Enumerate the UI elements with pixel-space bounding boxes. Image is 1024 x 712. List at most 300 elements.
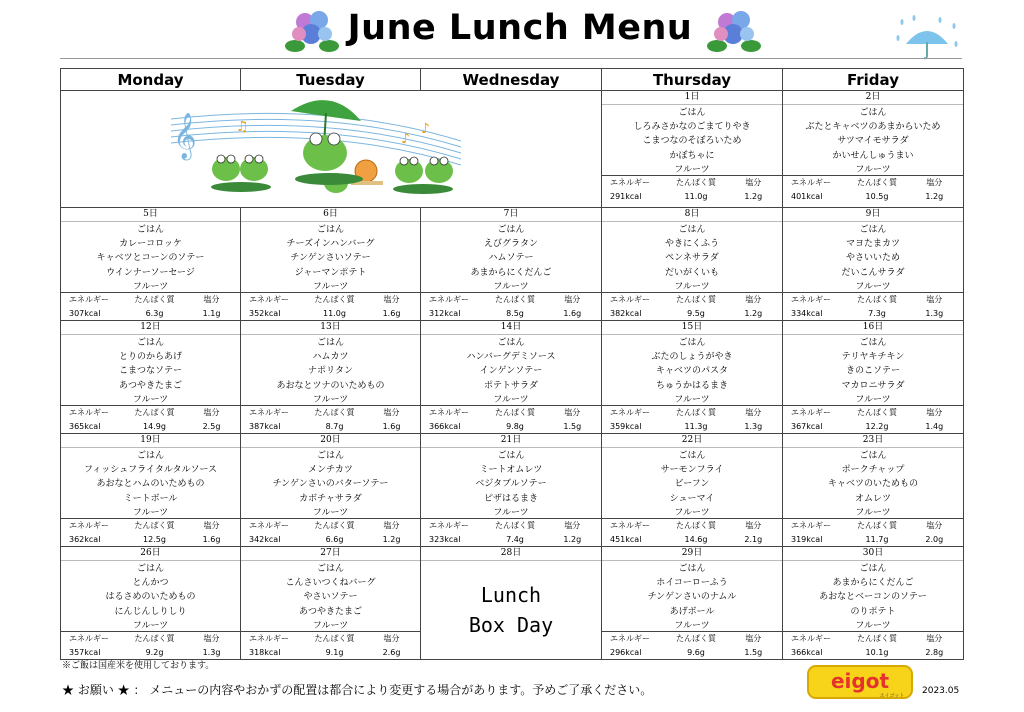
salt-label: 塩分 [564,521,581,531]
menu-item: あつやきたまご [118,380,182,391]
frog-chorus-illustration [61,91,601,203]
menu-item: えびグラタン [484,239,538,250]
salt-label: 塩分 [745,408,762,418]
protein-label: たんぱく質 [856,295,897,305]
menu-item: フルーツ [493,395,529,406]
protein-value: 9.1g [325,647,344,657]
nutrition-info [783,631,963,659]
energy-label: エネルギー [429,295,469,305]
menu-item: フルーツ [132,621,169,632]
protein-value: 9.8g [506,421,524,431]
menu-item: あげボール [669,606,715,617]
energy-value: 334kcal [791,308,823,318]
protein-value: 14.6g [684,534,708,544]
energy-label: エネルギー [791,295,831,305]
menu-calendar [60,68,964,660]
menu-list [61,222,240,295]
menu-item: フルーツ [132,508,169,519]
nutrition-info [421,405,601,433]
menu-item: ごはん [316,224,344,235]
menu-item: フルーツ [855,508,891,519]
nutrition-info [602,405,782,433]
salt-value: 1.6g [382,308,401,318]
menu-item: フルーツ [674,508,710,519]
day-header-wednesday: Wednesday [421,69,602,91]
menu-item: やさいいため [845,253,900,264]
menu-item: とんかつ [132,578,169,589]
week-row [61,91,964,208]
date-label: 22日 [602,434,782,448]
lunch-box-text: Box Day [468,613,554,637]
protein-label: たんぱく質 [675,634,716,644]
protein-label: たんぱく質 [494,408,535,418]
protein-value: 12.2g [865,421,889,431]
energy-label: エネルギー [610,634,650,644]
salt-label: 塩分 [926,521,943,531]
energy-label: エネルギー [610,295,650,305]
nutrition-info [241,405,420,433]
menu-item: ごはん [678,107,706,118]
salt-value: 1.5g [744,647,763,657]
menu-item: メンチカツ [308,465,353,476]
energy-label: エネルギー [249,634,289,644]
week-row [61,547,964,660]
nutrition-info [61,631,240,659]
day-cell-wednesday [421,547,602,660]
date-label: 7日 [421,208,601,222]
day-cell-thursday [602,434,783,547]
salt-value: 2.6g [382,647,401,657]
nutrition-info [241,518,420,546]
menu-item: ごはん [678,563,706,574]
protein-value: 12.5g [143,534,166,544]
day-cell-wednesday [421,208,602,321]
protein-value: 9.6g [687,647,705,657]
energy-value: 366kcal [429,421,461,431]
day-cell-tuesday [241,321,421,434]
menu-item: フルーツ [855,621,891,632]
energy-label: エネルギー [249,295,289,305]
menu-item: ごはん [497,337,525,348]
menu-item: フィッシュフライタルタルソース [83,465,218,476]
nutrition-info [602,175,782,203]
nutrition-info [61,292,240,320]
menu-list [783,222,963,295]
energy-value: 357kcal [69,647,101,657]
salt-label: 塩分 [203,408,220,418]
energy-value: 318kcal [249,647,281,657]
date-label: 13日 [241,321,420,335]
menu-list [602,561,782,634]
protein-value: 8.7g [325,421,344,431]
svg-text:♫: ♫ [236,119,249,135]
protein-value: 11.3g [684,421,708,431]
menu-item: フルーツ [132,395,169,406]
protein-value: 9.2g [145,647,164,657]
energy-value: 362kcal [69,534,101,544]
nutrition-info [241,631,420,659]
menu-item: ポテトサラダ [484,380,538,391]
menu-list [61,448,240,521]
date-label: 20日 [241,434,420,448]
date-label: 6日 [241,208,420,222]
title-divider [60,58,962,59]
menu-item: かぼちゃに [669,150,715,161]
salt-value: 2.8g [925,647,944,657]
day-header-monday: Monday [61,69,241,91]
menu-item: シューマイ [669,493,715,504]
salt-value: 1.2g [563,534,582,544]
energy-value: 307kcal [69,308,101,318]
protein-label: たんぱく質 [494,521,535,531]
protein-label: たんぱく質 [856,408,897,418]
energy-label: エネルギー [249,408,289,418]
protein-value: 8.5g [506,308,524,318]
salt-value: 1.2g [744,308,763,318]
svg-text:♪: ♪ [421,121,430,137]
protein-label: たんぱく質 [134,521,175,531]
energy-value: 387kcal [249,421,281,431]
menu-list [783,561,963,634]
menu-list [783,335,963,408]
menu-item: ホイコーローふう [656,578,728,589]
date-label: 29日 [602,547,782,561]
menu-list [241,335,420,408]
menu-item: ごはん [859,337,887,348]
protein-value: 7.4g [506,534,524,544]
menu-item: ごはん [859,563,887,574]
menu-list [602,448,782,521]
salt-label: 塩分 [203,521,220,531]
salt-label: 塩分 [203,634,220,644]
menu-item: だいがくいも [664,267,719,278]
nutrition-info [61,405,240,433]
day-cell-wednesday [421,434,602,547]
date-label: 27日 [241,547,420,561]
protein-label: たんぱく質 [675,408,716,418]
energy-value: 319kcal [791,534,823,544]
menu-item: ちゅうかはるまき [655,380,728,391]
menu-item: ぶたとキャベツのあまからいため [805,122,941,133]
menu-list [783,448,963,521]
date-label: 28日 [421,547,601,561]
menu-item: チンゲンさいのバターソテー [272,479,389,490]
protein-value: 7.3g [868,308,886,318]
protein-label: たんぱく質 [675,295,716,305]
rice-note: ※ご飯は国産米を使用しております。 [62,661,215,671]
salt-value: 1.3g [925,308,944,318]
date-label: 2日 [783,91,963,105]
protein-label: たんぱく質 [314,295,355,305]
menu-item: カボチャサラダ [299,493,362,504]
menu-item: ハンバーグデミソース [466,352,556,363]
menu-item: キャベツとコーンのソテー [96,253,205,264]
protein-value: 10.1g [865,647,889,657]
salt-value: 1.5g [563,421,582,431]
day-cell-thursday [602,91,783,208]
date-label: 15日 [602,321,782,335]
menu-item: ぶたのしょうがやき [651,352,733,363]
energy-label: エネルギー [69,408,109,418]
energy-value: 296kcal [610,647,642,657]
day-cell-thursday [602,321,783,434]
menu-item: とりのからあげ [118,352,182,363]
menu-item: サーモンフライ [660,465,724,476]
energy-value: 367kcal [791,421,823,431]
nutrition-info [602,518,782,546]
day-header-friday: Friday [783,69,964,91]
menu-item: ごはん [136,224,164,235]
salt-label: 塩分 [926,408,943,418]
menu-item: ごはん [678,450,706,461]
menu-item: やさいソテー [303,592,358,603]
menu-item: ハムカツ [312,352,349,363]
salt-value: 1.6g [563,308,582,318]
menu-item: ごはん [678,224,706,235]
salt-label: 塩分 [564,295,581,305]
menu-item: ごはん [859,107,887,118]
menu-list [602,105,782,178]
salt-label: 塩分 [926,634,943,644]
menu-item: しろみさかなのごまてりやき [633,122,751,133]
menu-item: こまつなソテー [118,366,182,377]
energy-value: 365kcal [69,421,101,431]
svg-text:eigot: eigot [830,669,890,693]
day-cell-thursday [602,208,783,321]
page-title: June Lunch Menu [347,8,693,48]
menu-list [602,222,782,295]
salt-label: 塩分 [383,408,400,418]
protein-label: たんぱく質 [675,521,716,531]
date-label: 19日 [61,434,240,448]
lunch-box-text: Lunch [480,583,542,607]
menu-item: フルーツ [493,282,529,293]
energy-value: 342kcal [249,534,281,544]
svg-text:♪: ♪ [401,131,410,147]
nutrition-info [421,292,601,320]
menu-item: はるさめのいためもの [105,592,196,603]
menu-item: きのこソテー [845,366,900,377]
menu-item: キャベツのパスタ [655,366,728,377]
week-row [61,321,964,434]
menu-item: あまからにくだんご [832,578,914,589]
menu-list [602,335,782,408]
menu-item: ハムソテー [488,253,534,264]
menu-item: ごはん [678,337,706,348]
menu-item: マヨたまカツ [845,239,900,250]
day-cell-thursday [602,547,783,660]
protein-label: たんぱく質 [314,408,355,418]
date-label: 16日 [783,321,963,335]
menu-item: インゲンソテー [479,366,543,377]
menu-item: チンゲンさいのナムル [647,592,737,603]
protein-label: たんぱく質 [134,408,175,418]
protein-value: 6.3g [145,308,164,318]
energy-value: 366kcal [791,647,823,657]
menu-item: フルーツ [312,508,349,519]
nutrition-info [602,631,782,659]
protein-value: 11.0g [684,191,708,201]
salt-value: 2.0g [925,534,944,544]
menu-item: あおなとツナのいためもの [276,380,385,391]
menu-item: ナポリタン [307,366,353,377]
energy-value: 312kcal [429,308,461,318]
menu-item: ごはん [136,563,164,574]
menu-item: オムレツ [854,493,891,504]
menu-item: こまつなのそぼろいため [642,136,742,147]
protein-value: 14.9g [143,421,166,431]
menu-item: ごはん [136,337,164,348]
salt-label: 塩分 [745,295,762,305]
energy-value: 291kcal [610,191,642,201]
menu-item: フルーツ [855,395,891,406]
protein-label: たんぱく質 [134,634,175,644]
menu-item: フルーツ [855,165,891,176]
date-label: 9日 [783,208,963,222]
document-code: 2023.05 [922,686,960,696]
protein-value: 6.6g [325,534,344,544]
svg-text:𝄞: 𝄞 [173,113,197,159]
energy-label: エネルギー [69,634,109,644]
date-label: 14日 [421,321,601,335]
menu-item: あつやきたまご [298,606,362,617]
menu-item: こんさいつくねバーグ [285,578,376,589]
date-label: 26日 [61,547,240,561]
menu-item: テリヤキチキン [841,352,905,363]
protein-label: たんぱく質 [856,178,897,188]
salt-label: 塩分 [745,634,762,644]
salt-value: 1.2g [382,534,401,544]
day-cell-tuesday [241,434,421,547]
date-label: 30日 [783,547,963,561]
date-label: 1日 [602,91,782,105]
energy-label: エネルギー [791,178,831,188]
protein-value: 11.7g [865,534,889,544]
salt-value: 1.6g [202,534,221,544]
menu-item: フルーツ [674,395,710,406]
nutrition-info [783,292,963,320]
menu-item: フルーツ [312,395,349,406]
menu-item: ミートオムレツ [479,465,543,476]
protein-value: 11.0g [323,308,346,318]
energy-label: エネルギー [791,408,831,418]
day-cell-tuesday [241,547,421,660]
energy-label: エネルギー [610,408,650,418]
menu-list [241,222,420,295]
salt-value: 1.6g [382,421,401,431]
nutrition-info [241,292,420,320]
menu-item: にんじんしりしり [114,606,187,617]
menu-list [421,222,601,295]
menu-item: ごはん [316,563,344,574]
salt-value: 1.3g [202,647,221,657]
lunch-box-day [421,561,601,659]
energy-label: エネルギー [249,521,289,531]
salt-label: 塩分 [383,295,400,305]
nutrition-info [61,518,240,546]
salt-label: 塩分 [203,295,220,305]
svg-text:エイゴット: エイゴット [879,693,905,699]
day-cell-monday [61,547,241,660]
menu-item: あおなとハムのいためもの [96,479,205,490]
menu-item: ごはん [316,450,344,461]
day-cell-monday [61,208,241,321]
menu-item: チンゲンさいソテー [290,253,371,264]
menu-list [61,561,240,634]
energy-label: エネルギー [791,634,831,644]
menu-list [241,448,420,521]
nutrition-info [783,518,963,546]
menu-item: ごはん [136,450,164,461]
salt-value: 1.1g [202,308,221,318]
protein-value: 10.5g [865,191,889,201]
salt-label: 塩分 [564,408,581,418]
salt-label: 塩分 [926,178,943,188]
salt-label: 塩分 [383,634,400,644]
day-header-tuesday: Tuesday [241,69,421,91]
week-row [61,208,964,321]
hydrangea-icon [707,4,761,58]
protein-label: たんぱく質 [856,521,897,531]
energy-label: エネルギー [610,521,650,531]
menu-item: ペンネサラダ [665,253,719,264]
salt-label: 塩分 [745,521,762,531]
date-label: 5日 [61,208,240,222]
energy-value: 451kcal [610,534,642,544]
menu-item: フルーツ [674,621,710,632]
salt-label: 塩分 [926,295,943,305]
protein-label: たんぱく質 [134,295,175,305]
menu-item: ごはん [316,337,344,348]
menu-item: ピザはるまき [483,493,538,504]
menu-item: チーズインハンバーグ [286,239,375,250]
nutrition-info [783,405,963,433]
menu-item: フルーツ [312,282,349,293]
menu-item: あまからにくだんご [470,267,552,278]
salt-value: 2.1g [744,534,763,544]
menu-item: マカロニサラダ [841,380,905,391]
menu-list [421,335,601,408]
menu-item: だいこんサラダ [841,267,905,278]
nutrition-info [602,292,782,320]
protein-label: たんぱく質 [314,521,355,531]
date-label: 23日 [783,434,963,448]
menu-item: ごはん [859,224,887,235]
hydrangea-icon [285,4,339,58]
protein-value: 9.5g [687,308,705,318]
menu-item: ベジタブルソテー [475,479,547,490]
day-cell-friday [783,547,964,660]
day-header-thursday: Thursday [602,69,783,91]
protein-label: たんぱく質 [494,295,535,305]
date-label: 21日 [421,434,601,448]
protein-label: たんぱく質 [675,178,716,188]
energy-value: 323kcal [429,534,461,544]
menu-item: サツマイモサラダ [837,136,909,147]
week-row [61,434,964,547]
energy-value: 359kcal [610,421,642,431]
menu-item: カレーコロッケ [119,239,182,250]
energy-value: 401kcal [791,191,823,201]
day-cell-wednesday [421,321,602,434]
menu-item: ジャーマンポテト [294,267,367,278]
menu-item: フルーツ [674,165,710,176]
menu-item: ごはん [497,224,525,235]
salt-value: 2.5g [202,421,221,431]
menu-item: ポークチャップ [841,465,905,476]
energy-label: エネルギー [791,521,831,531]
energy-label: エネルギー [429,521,469,531]
